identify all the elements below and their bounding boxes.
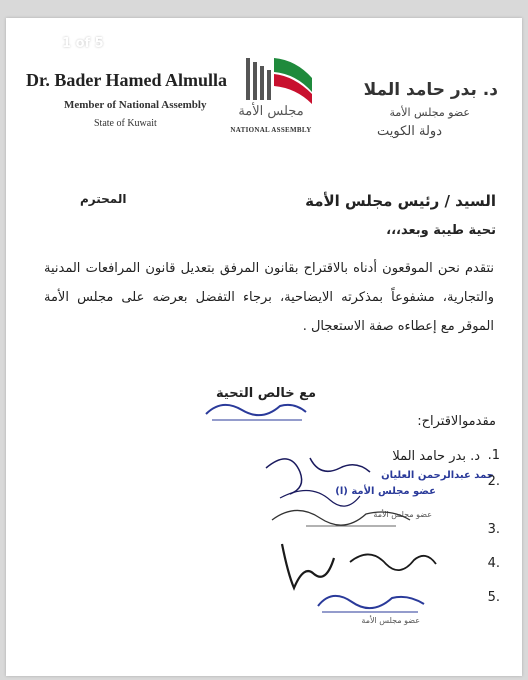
letterhead-arabic-name: د. بدر حامد الملا [363, 80, 498, 100]
pages-icon [34, 37, 56, 51]
signatory-2-number: 2. [487, 474, 500, 489]
letterhead-english-title: Member of National Assembly [64, 99, 207, 111]
letter-body: نتقدم نحن الموقعون أدناه بالاقتراح بقانون المرفق بتعديل قانون المرافعات المدنية والتجارية، مشفوعاً بمذكرته الايضاحية، برجاء التفضل بعرضه على مجلس الأمة الموقر مع إعطاءه صفة الاستعجال . [44, 261, 494, 334]
letterhead-arabic-title: عضو مجلس الأمة [389, 106, 470, 119]
page-indicator[interactable] [34, 36, 104, 51]
signatory-1-name: د. بدر حامد الملا [392, 449, 480, 464]
signatory-3-number: 3. [487, 522, 500, 537]
letterhead-english-state: State of Kuwait [94, 118, 157, 129]
signatory-5-stamp-title: عضو مجلس الأمة [361, 616, 420, 625]
letterhead-arabic-state: دولة الكويت [377, 124, 442, 139]
logo-arabic-text: مجلس الأمة [238, 104, 304, 119]
signatory-3-stamp-title: عضو مجلس الأمة [373, 510, 432, 519]
signatory-4-number: 4. [487, 556, 500, 571]
proposers-label: مقدموالاقتراح: [417, 414, 496, 429]
letter-addressee: السيد / رئيس مجلس الأمة [305, 192, 496, 210]
signatory-2-stamp-title: عضو مجلس الأمة (ا) [335, 486, 436, 497]
signatory-1-number: 1. [487, 448, 500, 463]
logo-emblem-icon [246, 58, 312, 104]
handwritten-signature-3 [266, 496, 416, 536]
signatory-2-stamp-name: حمد عبدالرحمن العليان [381, 470, 494, 481]
logo-english-text: NATIONAL ASSEMBLY [230, 126, 312, 134]
document-page [6, 18, 522, 676]
signatory-5-number: 5. [487, 590, 500, 605]
signature-stamp-1 [202, 394, 312, 428]
letterhead-english-name: Dr. Bader Hamed Almulla [26, 70, 228, 90]
page-indicator-text: 1 of 5 [62, 36, 104, 51]
letter-honorific: المحترم [80, 192, 127, 206]
signature-stamp-5 [312, 584, 432, 618]
letter-greeting: تحية طيبة وبعد،،، [386, 223, 496, 238]
letter-closing: مع خالص التحية [216, 386, 317, 401]
